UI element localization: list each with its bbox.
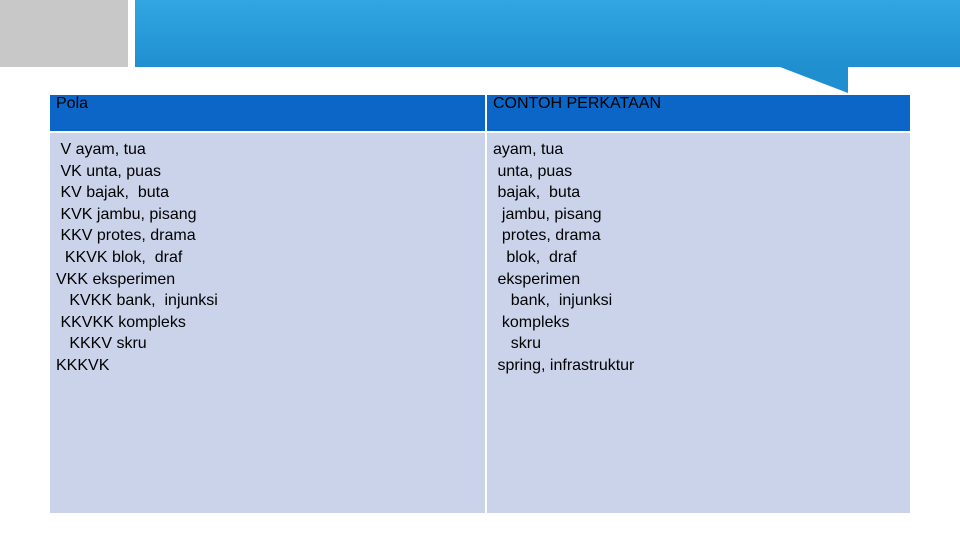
table-body-row [49, 132, 911, 514]
pattern-line: KV bajak, buta [56, 184, 169, 202]
header-contoh-perkataan: CONTOH PERKATAAN [486, 94, 911, 132]
example-line: jambu, pisang [493, 205, 602, 223]
pattern-line: KKVKK kompleks [56, 313, 186, 331]
pattern-line: KVK jambu, pisang [56, 205, 197, 223]
example-line: kompleks [493, 313, 570, 331]
pattern-table [48, 93, 912, 515]
pattern-cell [49, 132, 486, 514]
pattern-line: KKV protes, drama [56, 227, 196, 245]
example-line: skru [493, 335, 542, 353]
example-line: blok, draf [493, 248, 577, 266]
pattern-line: KKVK blok, draf [56, 248, 183, 266]
example-line: unta, puas [493, 162, 573, 180]
decorative-gray-block [0, 0, 128, 67]
pattern-line: KKKV skru [56, 335, 147, 353]
example-line: spring, infrastruktur [493, 356, 635, 374]
pattern-line: VK unta, puas [56, 162, 161, 180]
example-line: bank, injunksi [493, 292, 613, 310]
example-line: bajak, buta [493, 184, 581, 202]
pattern-line: VKK eksperimen [56, 270, 176, 288]
pattern-line: KVKK bank, injunksi [56, 292, 218, 310]
header-pola: Pola [49, 94, 486, 132]
example-line: protes, drama [493, 227, 601, 245]
decorative-blue-banner [135, 0, 960, 67]
example-cell [486, 132, 911, 514]
pattern-line: KKKVK [56, 356, 110, 374]
table-header-row [49, 94, 911, 132]
banner-tail-shape [780, 67, 848, 93]
example-line: ayam, tua [493, 141, 564, 158]
example-line: eksperimen [493, 270, 581, 288]
pattern-line: V ayam, tua [56, 141, 146, 158]
